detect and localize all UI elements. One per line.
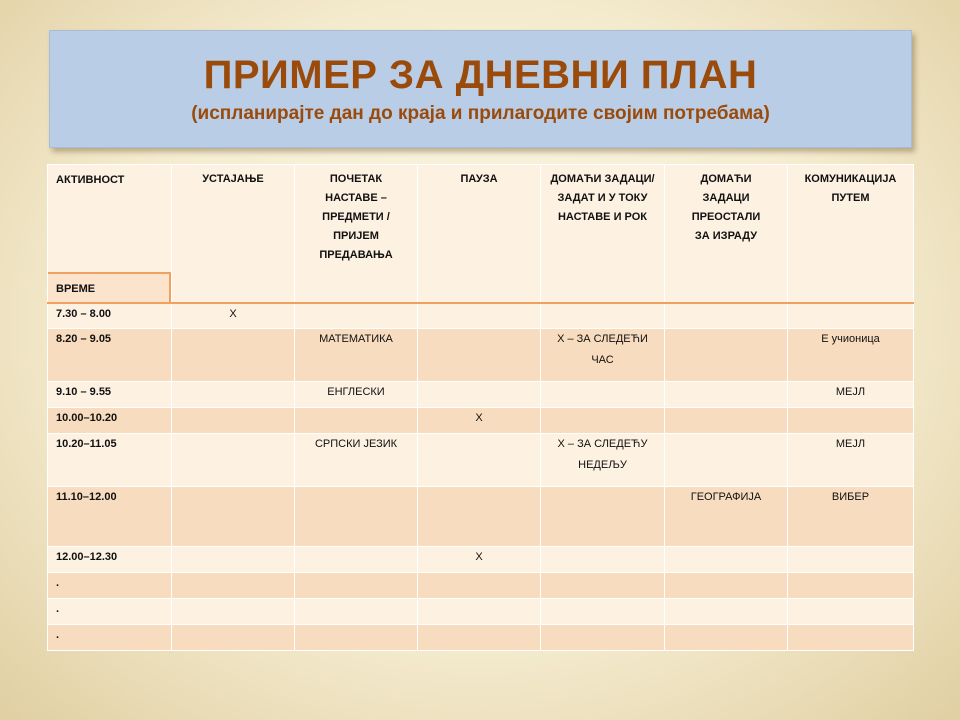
cell-pause: X bbox=[418, 547, 541, 573]
header-start: ПОЧЕТАК НАСТАВЕ – ПРЕДМЕТИ /ПРИЈЕМ ПРЕДАВАЊА bbox=[295, 165, 418, 303]
cell-pause bbox=[418, 303, 541, 329]
header-row bbox=[48, 165, 914, 303]
cell-start bbox=[295, 487, 418, 547]
cell-homework bbox=[541, 408, 665, 434]
cell-comm bbox=[788, 547, 914, 573]
cell-start bbox=[295, 599, 418, 625]
cell-time: . bbox=[48, 599, 172, 625]
cell-wake: X bbox=[172, 303, 295, 329]
header-activity-time bbox=[48, 165, 172, 303]
title-box bbox=[49, 30, 912, 148]
daily-plan-table bbox=[47, 164, 914, 651]
header-wake: УСТАЈАЊЕ bbox=[172, 165, 295, 303]
cell-wake bbox=[172, 329, 295, 382]
cell-homework bbox=[541, 547, 665, 573]
cell-start: СРПСКИ ЈЕЗИК bbox=[295, 434, 418, 487]
cell-pause bbox=[418, 599, 541, 625]
cell-comm: МЕЈЛ bbox=[788, 434, 914, 487]
cell-comm bbox=[788, 599, 914, 625]
cell-wake bbox=[172, 382, 295, 408]
cell-wake bbox=[172, 487, 295, 547]
header-activity: АКТИВНОСТ bbox=[56, 174, 125, 186]
cell-homework bbox=[541, 487, 665, 547]
cell-remaining: ГЕОГРАФИЈА bbox=[665, 487, 788, 547]
cell-comm bbox=[788, 303, 914, 329]
cell-pause bbox=[418, 487, 541, 547]
cell-remaining bbox=[665, 573, 788, 599]
cell-remaining bbox=[665, 408, 788, 434]
cell-start: МАТЕМАТИКА bbox=[295, 329, 418, 382]
cell-pause bbox=[418, 329, 541, 382]
cell-start: ЕНГЛЕСКИ bbox=[295, 382, 418, 408]
cell-time: 12.00–12.30 bbox=[48, 547, 172, 573]
cell-time: 10.00–10.20 bbox=[48, 408, 172, 434]
cell-time: 8.20 – 9.05 bbox=[48, 329, 172, 382]
cell-comm bbox=[788, 573, 914, 599]
cell-pause bbox=[418, 434, 541, 487]
cell-remaining bbox=[665, 547, 788, 573]
table-row bbox=[48, 408, 914, 434]
cell-comm: ВИБЕР bbox=[788, 487, 914, 547]
cell-remaining bbox=[665, 599, 788, 625]
cell-homework: X – ЗА СЛЕДЕЋУ НЕДЕЉУ bbox=[541, 434, 665, 487]
table-row bbox=[48, 625, 914, 651]
cell-remaining bbox=[665, 434, 788, 487]
cell-start bbox=[295, 625, 418, 651]
table-row bbox=[48, 599, 914, 625]
cell-remaining bbox=[665, 625, 788, 651]
cell-pause: X bbox=[418, 408, 541, 434]
cell-pause bbox=[418, 573, 541, 599]
table-row bbox=[48, 573, 914, 599]
cell-wake bbox=[172, 547, 295, 573]
cell-comm: МЕЈЛ bbox=[788, 382, 914, 408]
header-comm: КОМУНИКАЦИЈА ПУТЕМ bbox=[788, 165, 914, 303]
table-row bbox=[48, 382, 914, 408]
cell-homework bbox=[541, 573, 665, 599]
cell-remaining bbox=[665, 382, 788, 408]
table-row bbox=[48, 329, 914, 382]
cell-time: . bbox=[48, 625, 172, 651]
cell-homework bbox=[541, 599, 665, 625]
header-pause: ПАУЗА bbox=[418, 165, 541, 303]
cell-time: 10.20–11.05 bbox=[48, 434, 172, 487]
table-row bbox=[48, 303, 914, 329]
cell-wake bbox=[172, 573, 295, 599]
cell-time: 7.30 – 8.00 bbox=[48, 303, 172, 329]
header-time: ВРЕМЕ bbox=[48, 272, 171, 302]
cell-pause bbox=[418, 382, 541, 408]
cell-time: 9.10 – 9.55 bbox=[48, 382, 172, 408]
table-row bbox=[48, 547, 914, 573]
cell-start bbox=[295, 573, 418, 599]
cell-start bbox=[295, 547, 418, 573]
cell-time: . bbox=[48, 573, 172, 599]
cell-remaining bbox=[665, 303, 788, 329]
cell-comm: Е учионица bbox=[788, 329, 914, 382]
cell-homework: X – ЗА СЛЕДЕЋИ ЧАС bbox=[541, 329, 665, 382]
header-homework: ДОМАЋИ ЗАДАЦИ/ЗАДАТ И У ТОКУ НАСТАВЕ И РОК bbox=[541, 165, 665, 303]
cell-comm bbox=[788, 625, 914, 651]
table-row bbox=[48, 487, 914, 547]
table-row bbox=[48, 434, 914, 487]
cell-start bbox=[295, 303, 418, 329]
page-title: ПРИМЕР ЗА ДНЕВНИ ПЛАН bbox=[203, 53, 758, 97]
cell-time: 11.10–12.00 bbox=[48, 487, 172, 547]
cell-pause bbox=[418, 625, 541, 651]
cell-comm bbox=[788, 408, 914, 434]
cell-homework bbox=[541, 382, 665, 408]
header-remaining: ДОМАЋИ ЗАДАЦИ ПРЕОСТАЛИ ЗА ИЗРАДУ bbox=[665, 165, 788, 303]
cell-remaining bbox=[665, 329, 788, 382]
cell-homework bbox=[541, 303, 665, 329]
cell-wake bbox=[172, 599, 295, 625]
cell-wake bbox=[172, 434, 295, 487]
cell-homework bbox=[541, 625, 665, 651]
page-subtitle: (испланирајте дан до краја и прилагодите својим потребама) bbox=[191, 103, 770, 124]
cell-wake bbox=[172, 625, 295, 651]
cell-wake bbox=[172, 408, 295, 434]
cell-start bbox=[295, 408, 418, 434]
